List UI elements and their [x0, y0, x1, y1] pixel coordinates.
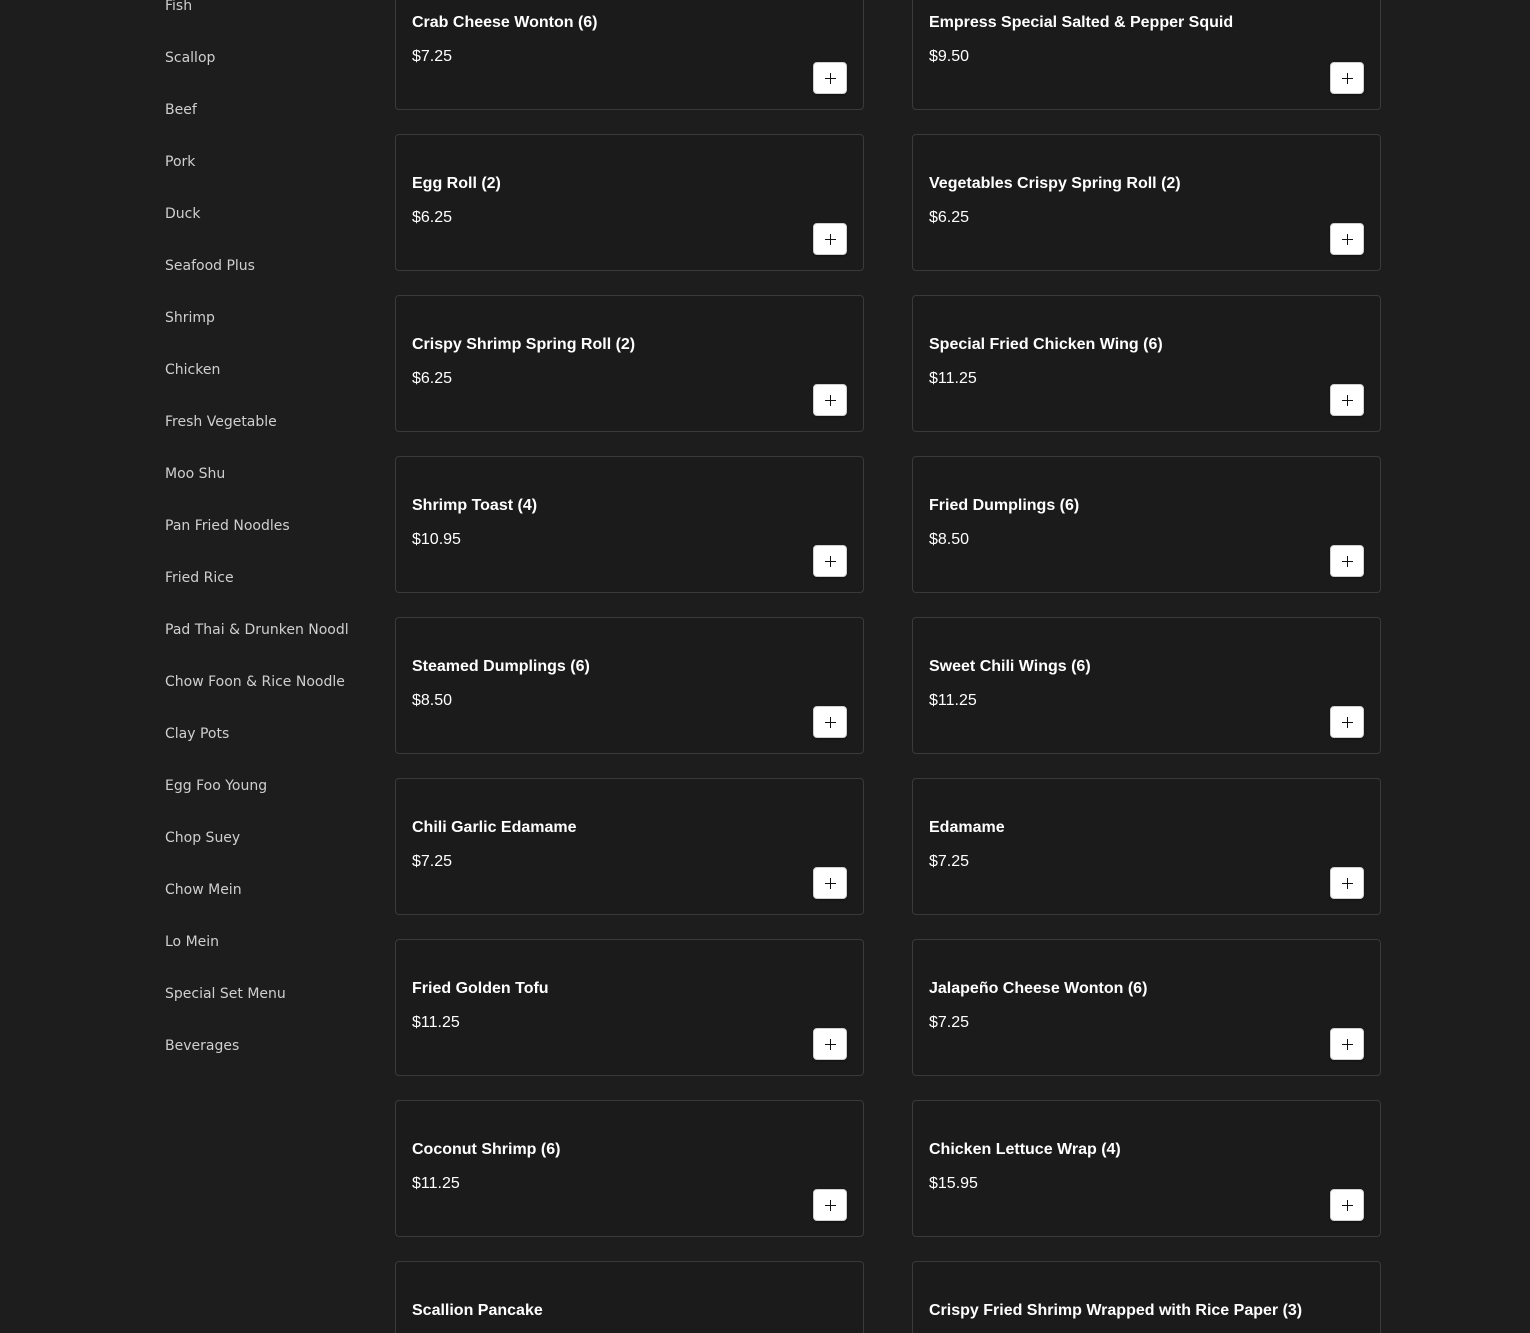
plus-icon [1342, 73, 1353, 84]
sidebar-item-lo-mein[interactable]: Lo Mein [165, 934, 220, 950]
sidebar-item-chow-mein[interactable]: Chow Mein [165, 882, 242, 898]
menu-item-card[interactable] [395, 617, 864, 754]
menu-item-price: $9.50 [929, 48, 970, 65]
sidebar-item-fried-rice[interactable]: Fried Rice [165, 570, 234, 586]
plus-icon [825, 395, 836, 406]
menu-item-card[interactable] [912, 778, 1381, 915]
menu-item-name: Fried Golden Tofu [412, 980, 549, 997]
menu-item-card[interactable] [395, 1261, 864, 1333]
menu-item-price: $15.95 [929, 1175, 978, 1192]
menu-item-price: $7.25 [929, 853, 970, 870]
plus-icon [825, 234, 836, 245]
plus-icon [1342, 1200, 1353, 1211]
plus-icon [1342, 234, 1353, 245]
menu-item-name: Special Fried Chicken Wing (6) [929, 336, 1163, 353]
plus-icon [825, 878, 836, 889]
sidebar-item-fresh-vegetable[interactable]: Fresh Vegetable [165, 414, 277, 430]
add-to-cart-button[interactable] [1330, 706, 1364, 738]
sidebar-item-pork[interactable]: Pork [165, 154, 196, 170]
add-to-cart-button[interactable] [1330, 867, 1364, 899]
plus-icon [1342, 878, 1353, 889]
menu-item-price: $8.50 [929, 531, 970, 548]
menu-item-card[interactable] [395, 456, 864, 593]
sidebar-item-special-set-menu[interactable]: Special Set Menu [165, 986, 286, 1002]
sidebar-item-beef[interactable]: Beef [165, 102, 197, 118]
menu-item-card[interactable] [912, 456, 1381, 593]
menu-item-name: Crispy Fried Shrimp Wrapped with Rice Paper (3) [929, 1302, 1303, 1319]
menu-item-price: $7.25 [929, 1014, 970, 1031]
plus-icon [825, 556, 836, 567]
plus-icon [1342, 556, 1353, 567]
menu-item-card[interactable] [912, 134, 1381, 271]
category-sidebar [165, 0, 350, 1072]
add-to-cart-button[interactable] [1330, 545, 1364, 577]
menu-item-name: Chicken Lettuce Wrap (4) [929, 1141, 1121, 1158]
menu-item-card[interactable] [395, 939, 864, 1076]
menu-item-card[interactable] [395, 778, 864, 915]
menu-item-card[interactable] [912, 1100, 1381, 1237]
menu-item-price: $11.25 [412, 1175, 460, 1192]
sidebar-item-pad-thai[interactable]: Pad Thai & Drunken Noodl [165, 622, 349, 638]
plus-icon [1342, 717, 1353, 728]
sidebar-item-chow-foon[interactable]: Chow Foon & Rice Noodle [165, 674, 345, 690]
sidebar-item-moo-shu[interactable]: Moo Shu [165, 466, 226, 482]
menu-item-name: Coconut Shrimp (6) [412, 1141, 561, 1158]
sidebar-item-seafood-plus[interactable]: Seafood Plus [165, 258, 255, 274]
menu-item-price: $6.25 [929, 209, 970, 226]
add-to-cart-button[interactable] [1330, 1028, 1364, 1060]
menu-item-card[interactable] [395, 134, 864, 271]
menu-item-price: $10.95 [412, 531, 461, 548]
menu-items-grid [395, 0, 1381, 1333]
menu-item-card[interactable] [395, 295, 864, 432]
menu-item-name: Vegetables Crispy Spring Roll (2) [929, 175, 1181, 192]
menu-item-price: $11.25 [929, 370, 977, 387]
menu-item-card[interactable] [912, 617, 1381, 754]
add-to-cart-button[interactable] [813, 223, 847, 255]
menu-item-name: Jalapeño Cheese Wonton (6) [929, 980, 1148, 997]
menu-item-card[interactable] [395, 0, 864, 110]
menu-item-name: Empress Special Salted & Pepper Squid [929, 14, 1234, 31]
menu-item-card[interactable] [912, 1261, 1381, 1333]
sidebar-item-scallop[interactable]: Scallop [165, 50, 216, 66]
plus-icon [825, 717, 836, 728]
menu-item-price: $11.25 [412, 1014, 460, 1031]
sidebar-item-chop-suey[interactable]: Chop Suey [165, 830, 241, 846]
menu-item-card[interactable] [912, 0, 1381, 110]
menu-item-price: $6.25 [412, 370, 453, 387]
menu-item-name: Shrimp Toast (4) [412, 497, 538, 514]
sidebar-item-fish[interactable]: Fish [165, 0, 193, 14]
menu-item-price: $6.25 [412, 209, 453, 226]
plus-icon [1342, 1039, 1353, 1050]
add-to-cart-button[interactable] [813, 1189, 847, 1221]
menu-item-card[interactable] [912, 295, 1381, 432]
menu-item-price: $7.25 [412, 853, 453, 870]
menu-item-name: Scallion Pancake [412, 1302, 543, 1319]
sidebar-item-pan-fried-noodles[interactable]: Pan Fried Noodles [165, 518, 290, 534]
sidebar-item-duck[interactable]: Duck [165, 206, 201, 222]
menu-item-price: $11.25 [929, 692, 977, 709]
menu-item-name: Edamame [929, 819, 1005, 836]
menu-item-name: Fried Dumplings (6) [929, 497, 1080, 514]
plus-icon [825, 1039, 836, 1050]
menu-item-name: Crispy Shrimp Spring Roll (2) [412, 336, 636, 353]
plus-icon [825, 73, 836, 84]
sidebar-item-shrimp[interactable]: Shrimp [165, 310, 215, 326]
sidebar-item-clay-pots[interactable]: Clay Pots [165, 726, 230, 742]
add-to-cart-button[interactable] [1330, 384, 1364, 416]
menu-item-name: Chili Garlic Edamame [412, 819, 577, 836]
add-to-cart-button[interactable] [813, 867, 847, 899]
menu-item-card[interactable] [912, 939, 1381, 1076]
menu-item-name: Crab Cheese Wonton (6) [412, 14, 598, 31]
add-to-cart-button[interactable] [813, 706, 847, 738]
plus-icon [825, 1200, 836, 1211]
add-to-cart-button[interactable] [1330, 62, 1364, 94]
sidebar-item-beverages[interactable]: Beverages [165, 1038, 240, 1054]
add-to-cart-button[interactable] [813, 545, 847, 577]
menu-item-price: $8.50 [412, 692, 453, 709]
menu-item-name: Sweet Chili Wings (6) [929, 658, 1091, 675]
sidebar-item-egg-foo-young[interactable]: Egg Foo Young [165, 778, 268, 794]
add-to-cart-button[interactable] [813, 1028, 847, 1060]
menu-item-name: Steamed Dumplings (6) [412, 658, 590, 675]
sidebar-item-chicken[interactable]: Chicken [165, 362, 221, 378]
add-to-cart-button[interactable] [813, 384, 847, 416]
menu-item-name: Egg Roll (2) [412, 175, 501, 192]
menu-item-price: $7.25 [412, 48, 453, 65]
add-to-cart-button[interactable] [1330, 1189, 1364, 1221]
plus-icon [1342, 395, 1353, 406]
add-to-cart-button[interactable] [1330, 223, 1364, 255]
add-to-cart-button[interactable] [813, 62, 847, 94]
menu-item-card[interactable] [395, 1100, 864, 1237]
